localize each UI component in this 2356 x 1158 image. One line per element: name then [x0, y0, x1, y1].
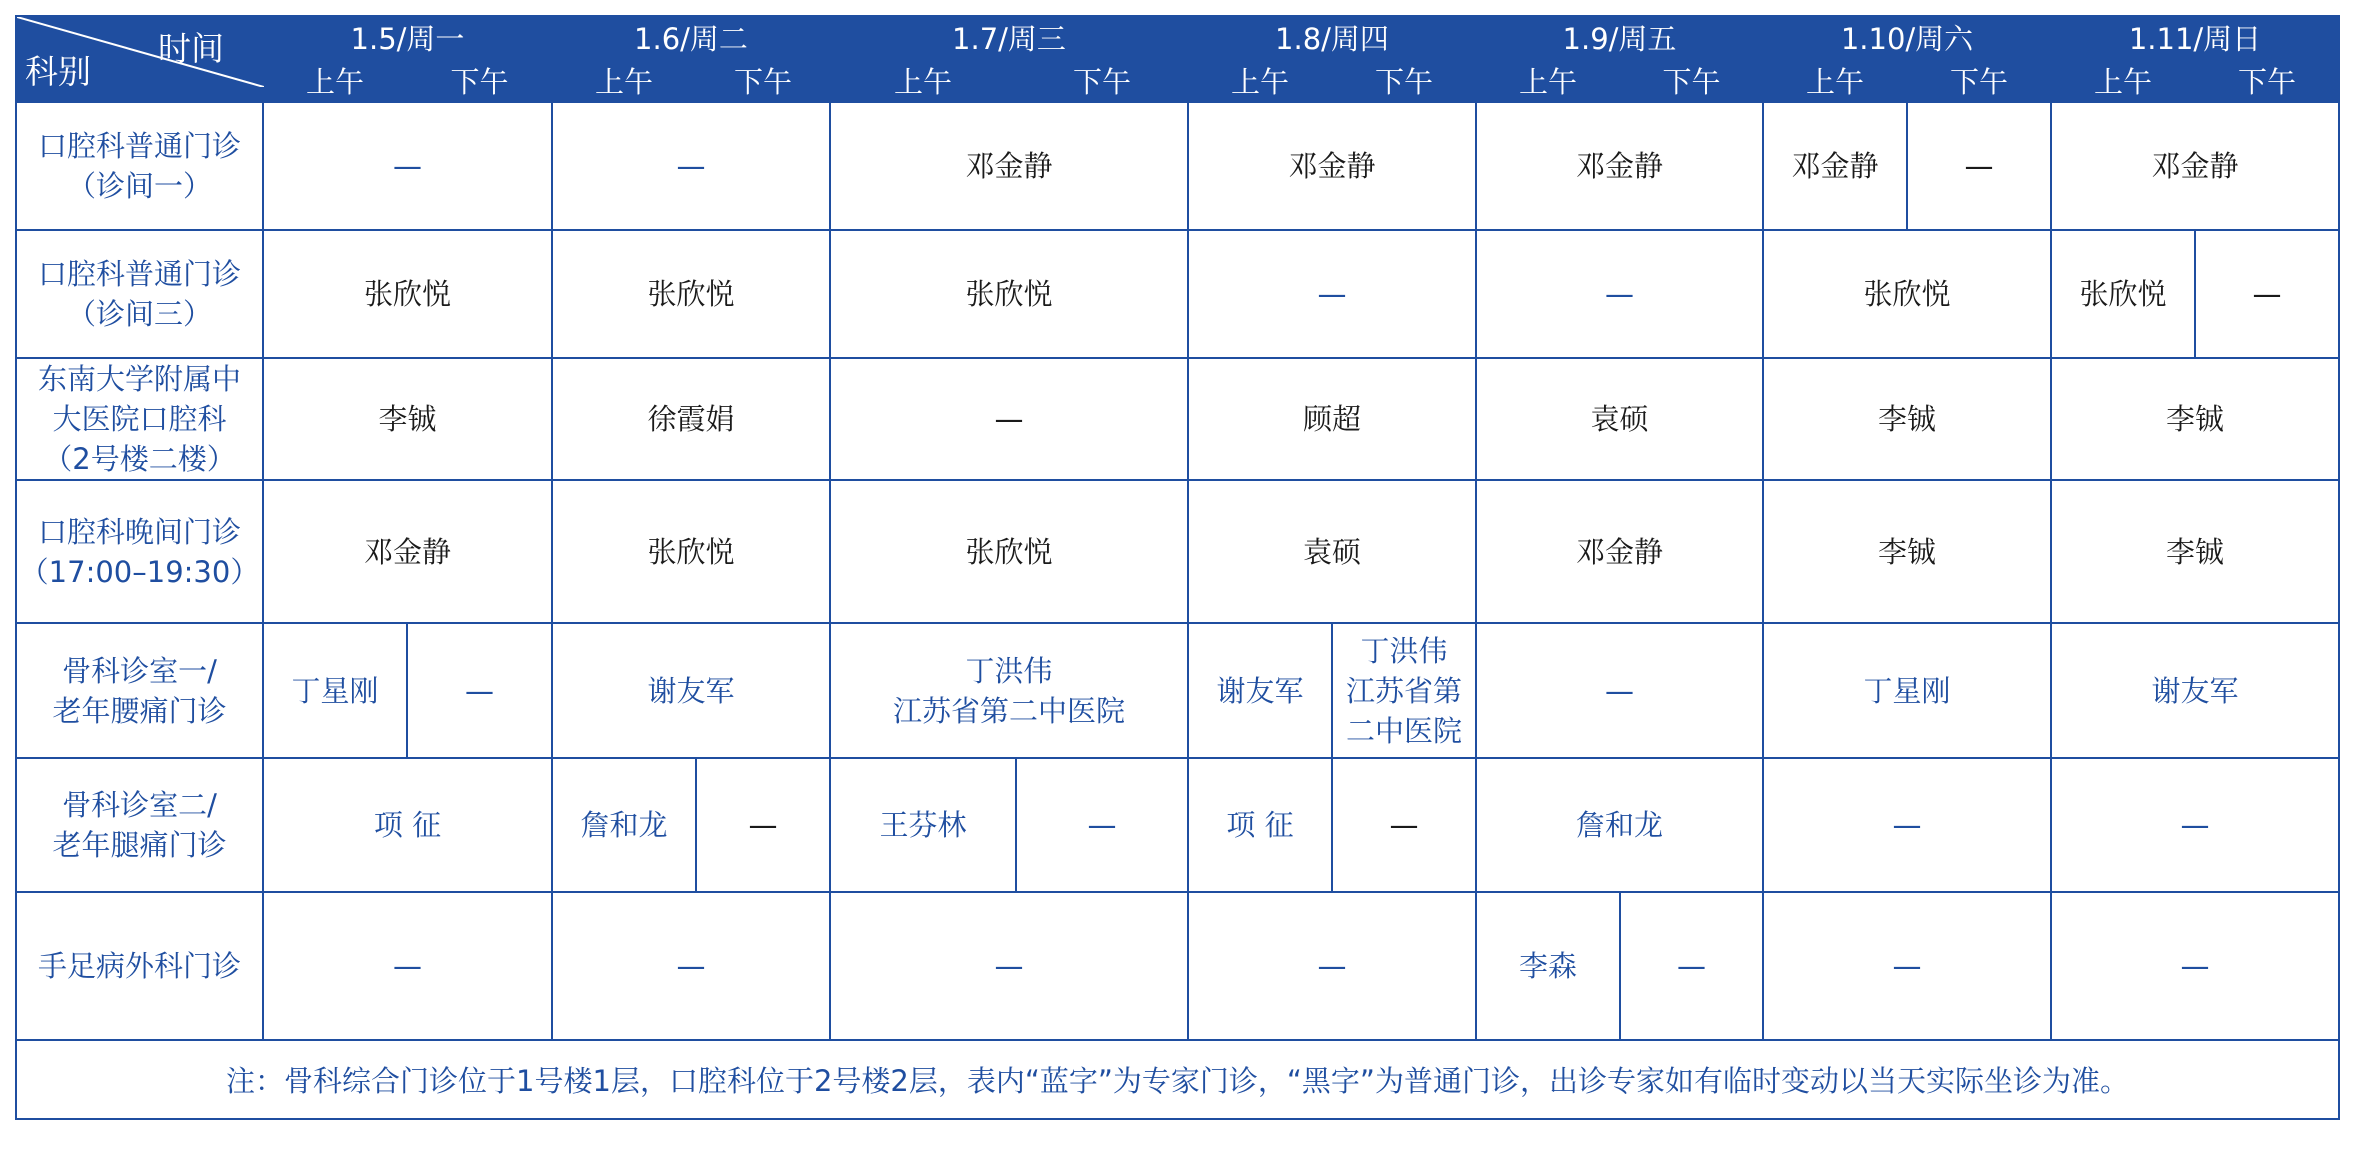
- schedule-cell: 张欣悦: [552, 480, 830, 623]
- dept-cell: 骨科诊室一/ 老年腰痛门诊: [16, 623, 263, 758]
- schedule-cell: 邓金静: [2051, 102, 2339, 230]
- schedule-cell: —: [1476, 230, 1763, 358]
- schedule-table: [15, 15, 2340, 1120]
- am-header: 上午: [1763, 59, 1907, 102]
- schedule-cell: 丁星刚: [1763, 623, 2051, 758]
- day-header: 1.5/周一: [263, 16, 552, 59]
- schedule-cell: —: [2051, 892, 2339, 1040]
- schedule-cell: 詹和龙: [1476, 758, 1763, 892]
- day-header: 1.6/周二: [552, 16, 830, 59]
- day-header: 1.9/周五: [1476, 16, 1763, 59]
- schedule-cell: 李铖: [1763, 480, 2051, 623]
- time-label: 时间: [158, 29, 224, 68]
- schedule-cell: —: [1016, 758, 1188, 892]
- dept-cell: 口腔科普通门诊 （诊间一）: [16, 102, 263, 230]
- dept-cell: 口腔科普通门诊 （诊间三）: [16, 230, 263, 358]
- schedule-cell: 丁星刚: [263, 623, 407, 758]
- schedule-cell: —: [552, 892, 830, 1040]
- am-header: 上午: [830, 59, 1016, 102]
- schedule-cell: 张欣悦: [263, 230, 552, 358]
- schedule-cell: 张欣悦: [830, 230, 1188, 358]
- pm-header: 下午: [1907, 59, 2051, 102]
- schedule-cell: 邓金静: [830, 102, 1188, 230]
- schedule-cell: —: [2051, 758, 2339, 892]
- schedule-cell: 项 征: [263, 758, 552, 892]
- pm-header: 下午: [1332, 59, 1476, 102]
- schedule-cell: —: [1620, 892, 1763, 1040]
- am-header: 上午: [2051, 59, 2195, 102]
- schedule-cell: 张欣悦: [830, 480, 1188, 623]
- schedule-cell: 顾超: [1188, 358, 1476, 480]
- schedule-cell: —: [2195, 230, 2339, 358]
- schedule-cell: 李铖: [1763, 358, 2051, 480]
- schedule-cell: 邓金静: [263, 480, 552, 623]
- schedule-cell: 谢友军: [1188, 623, 1332, 758]
- corner-header: [16, 16, 263, 102]
- schedule-cell: —: [830, 358, 1188, 480]
- day-header: 1.10/周六: [1763, 16, 2051, 59]
- schedule-cell: 詹和龙: [552, 758, 696, 892]
- schedule-cell: 邓金静: [1763, 102, 1907, 230]
- schedule-cell: —: [1188, 892, 1476, 1040]
- schedule-cell: 丁洪伟 江苏省第二中医院: [830, 623, 1188, 758]
- am-header: 上午: [1476, 59, 1620, 102]
- schedule-cell: 李铖: [263, 358, 552, 480]
- schedule-cell: 李铖: [2051, 480, 2339, 623]
- footnote: 注：骨科综合门诊位于1号楼1层，口腔科位于2号楼2层，表内“蓝字”为专家门诊，“黑字”为普通门诊，出诊专家如有临时变动以当天实际坐诊为准。: [16, 1040, 2339, 1119]
- schedule-cell: 项 征: [1188, 758, 1332, 892]
- pm-header: 下午: [696, 59, 830, 102]
- schedule-cell: —: [263, 892, 552, 1040]
- pm-header: 下午: [1016, 59, 1188, 102]
- dept-cell: 手足病外科门诊: [16, 892, 263, 1040]
- dept-cell: 东南大学附属中 大医院口腔科 （2号楼二楼）: [16, 358, 263, 480]
- schedule-cell: 李铖: [2051, 358, 2339, 480]
- schedule-cell: —: [1188, 230, 1476, 358]
- pm-header: 下午: [407, 59, 552, 102]
- schedule-cell: —: [407, 623, 552, 758]
- schedule-cell: 谢友军: [552, 623, 830, 758]
- schedule-cell: 王芬林: [830, 758, 1016, 892]
- schedule-cell: 丁洪伟 江苏省第 二中医院: [1332, 623, 1476, 758]
- schedule-cell: —: [830, 892, 1188, 1040]
- schedule-cell: 徐霞娟: [552, 358, 830, 480]
- schedule-cell: —: [1763, 758, 2051, 892]
- schedule-cell: 袁硕: [1188, 480, 1476, 623]
- schedule-cell: 袁硕: [1476, 358, 1763, 480]
- schedule-cell: —: [1476, 623, 1763, 758]
- schedule-cell: 李森: [1476, 892, 1620, 1040]
- am-header: 上午: [552, 59, 696, 102]
- dept-cell: 骨科诊室二/ 老年腿痛门诊: [16, 758, 263, 892]
- day-header: 1.11/周日: [2051, 16, 2339, 59]
- schedule-cell: 张欣悦: [1763, 230, 2051, 358]
- schedule-cell: —: [263, 102, 552, 230]
- dept-cell: 口腔科晚间门诊 （17:00–19:30）: [16, 480, 263, 623]
- schedule-cell: 邓金静: [1188, 102, 1476, 230]
- schedule-cell: —: [696, 758, 830, 892]
- am-header: 上午: [1188, 59, 1332, 102]
- dept-label: 科别: [25, 52, 91, 91]
- schedule-cell: —: [1763, 892, 2051, 1040]
- schedule-cell: 邓金静: [1476, 480, 1763, 623]
- schedule-cell: —: [1332, 758, 1476, 892]
- am-header: 上午: [263, 59, 407, 102]
- pm-header: 下午: [1620, 59, 1763, 102]
- schedule-cell: —: [552, 102, 830, 230]
- day-header: 1.7/周三: [830, 16, 1188, 59]
- schedule-cell: 邓金静: [1476, 102, 1763, 230]
- pm-header: 下午: [2195, 59, 2339, 102]
- schedule-cell: 张欣悦: [2051, 230, 2195, 358]
- schedule-cell: —: [1907, 102, 2051, 230]
- schedule-cell: 谢友军: [2051, 623, 2339, 758]
- schedule-cell: 张欣悦: [552, 230, 830, 358]
- day-header: 1.8/周四: [1188, 16, 1476, 59]
